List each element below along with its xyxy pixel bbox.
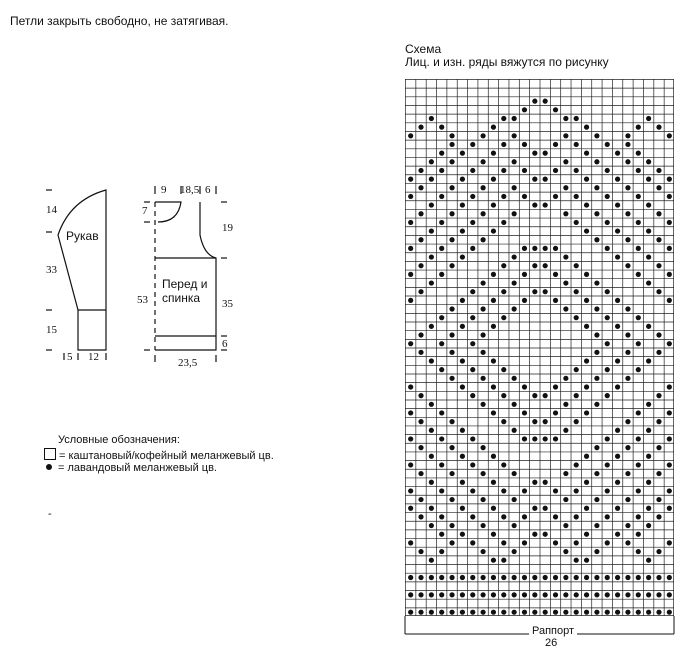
rapport-count: 26 [545,637,558,649]
body-dim-armhole: 19 [222,222,233,234]
body-dim-cuff: 6 [222,338,228,350]
body-label-line2: спинка [162,291,201,305]
rapport-label: Раппорт [529,625,577,637]
legend-square-text: = каштановый/кофейный меланжевый цв. [59,450,274,462]
sleeve-dim-base-b: 12 [88,351,99,363]
body-dim-top-a: 9 [161,184,167,196]
scheme-subtitle: Лиц. и изн. ряды вяжутся по рисунку [405,55,609,69]
body-dim-top-b: 18,5 [180,184,200,196]
body-label-line1: Перед и [162,277,208,291]
sleeve-dim-base-a: 5 [67,351,73,363]
sleeve-label: Рукав [66,229,99,243]
sleeve-dim-top: 14 [46,204,57,216]
legend-dot-text: = лавандовый меланжевый цв. [58,462,217,474]
body-dim-width: 23,5 [178,357,198,369]
sleeve-dim-middle: 33 [46,264,57,276]
body-dim-total-height: 53 [137,294,148,306]
legend-title: Условные обозначения: [58,434,180,446]
body-dim-neck-depth: 7 [142,205,148,217]
body-dim-top-c: 6 [205,184,211,196]
stray-mark: - [48,508,52,520]
body-dim-side: 35 [222,298,233,310]
scheme-title: Схема [405,42,442,56]
sleeve-dim-bottom: 15 [46,324,57,336]
closing-note: Петли закрыть свободно, не затягивая. [10,14,229,28]
